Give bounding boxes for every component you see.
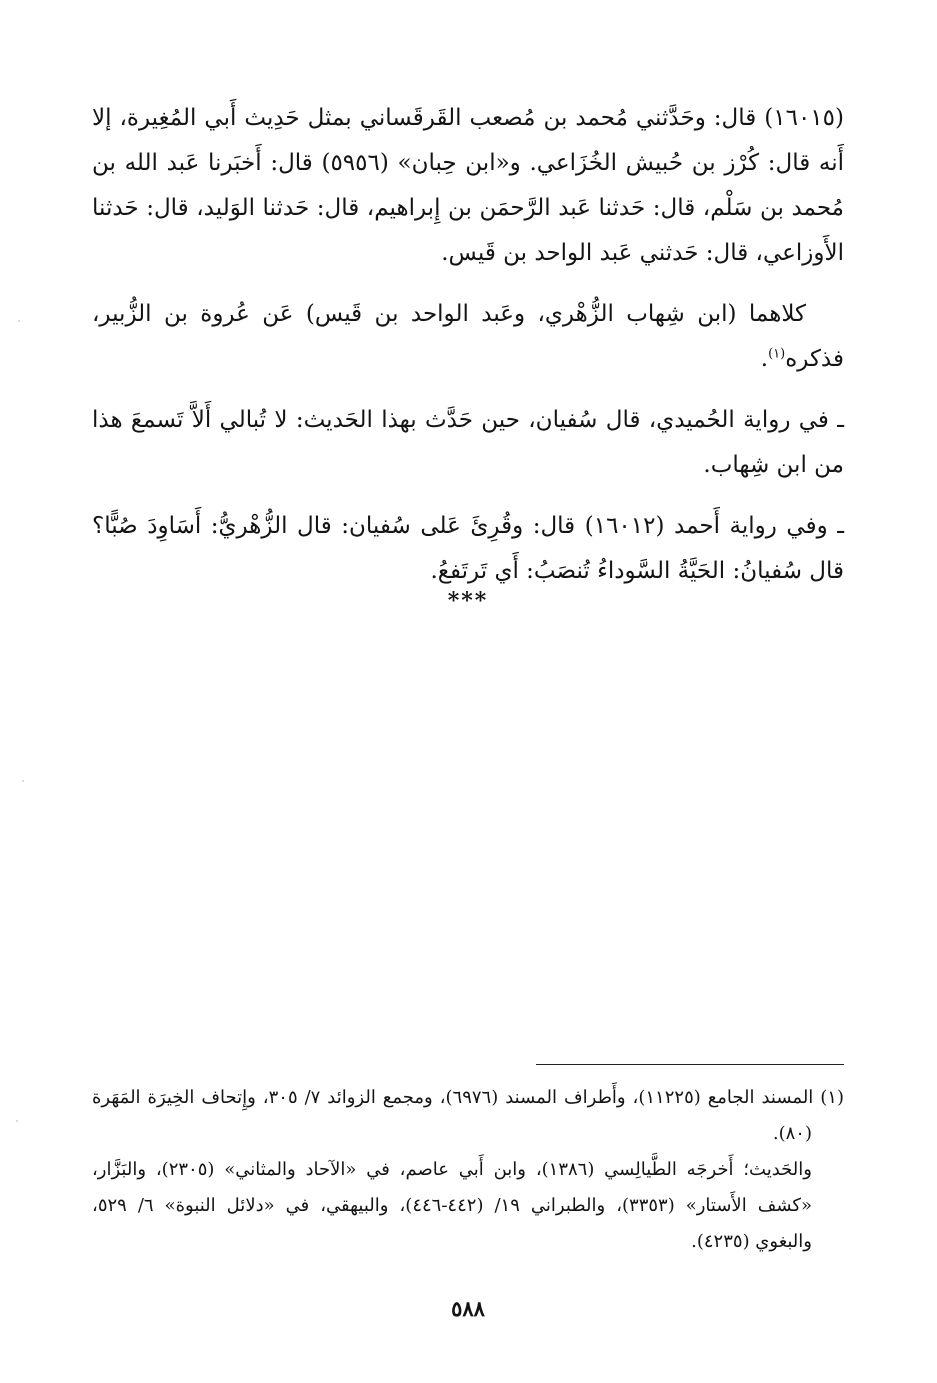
narration-note-ahmad: ـ وفي رواية أَحمد (١٦٠١٢) قال: وقُرِئَ عَلى سُفيان: قال الزُّهْريُّ: أَسَاوِدَ صُبًّا؟ قال سُفيانُ: الحَيَّةُ السَّوداءُ تُنصَبُ: أَي تَرتَفعُ. — [92, 513, 844, 584]
footnote-1-sources: (١) المسند الجامع (١١٢٢٥)، وأَطراف المسند (٦٩٧٦)، ومجمع الزوائد ٧/ ٣٠٥، وإِتحاف الخِيرَة المَهَرة (٨٠). — [92, 1087, 844, 1144]
scan-speck — [16, 1120, 18, 1122]
footnote-divider — [536, 1064, 844, 1065]
main-text-body — [92, 96, 844, 610]
chain-text-end: . — [760, 346, 769, 372]
page-number: ٥٨٨ — [451, 1296, 485, 1321]
hadith-paragraph: (١٦٠١٥) قال: وحَدَّثني مُحمد بن مُصعب القَرقَساني بمثل حَدِيث أَبي المُغِيرة، إلا أَنه قال: كُرْز بن حُبيش الخُزَاعي. و«ابن حِبان» (٥٩٥٦) قال: أَخبَرنا عَبد الله بن مُحمد بن سَلْم، قال: حَدثنا عَبد الرَّحمَن بن إِبراهيم، قال: حَدثنا الوَليد، قال: حَدثنا الأَوزاعي، قال: حَدثني عَبد الواحد بن قَيس. — [92, 105, 844, 266]
narration-note-humaidi: ـ في رواية الحُميدي، قال سُفيان، حين حَدَّث بهذا الحَديث: لا تُبالي أَلاَّ تَسمعَ هذا من ابن شِهاب. — [92, 407, 844, 478]
chain-text: كلاهما (ابن شِهاب الزُّهْري، وعَبد الواحد بن قَيس) عَن عُروة بن الزُّبير، فذكره — [92, 301, 844, 372]
section-separator: *** — [447, 588, 489, 614]
footnote-reference[interactable]: (١) — [768, 346, 786, 362]
footnote-1-takhrij: والحَديث؛ أَخرجَه الطَّيالِسي (١٣٨٦)، وابن أَبي عاصم، في «الآحاد والمثاني» (٢٣٠٥)، والبَزَّار، «كشف الأَستار» (٣٣٥٣)، والطبراني ١٩/ (٤٤٢-٤٤٦)، والبيهقي، في «دلائل النبوة» ٦/ ٥٢٩، والبغوي (٤٢٣٥). — [92, 1159, 812, 1252]
hadith-paragraph-chain — [92, 292, 844, 382]
scan-speck — [18, 320, 20, 322]
scan-speck — [22, 780, 24, 782]
footnotes-section — [92, 1080, 844, 1260]
